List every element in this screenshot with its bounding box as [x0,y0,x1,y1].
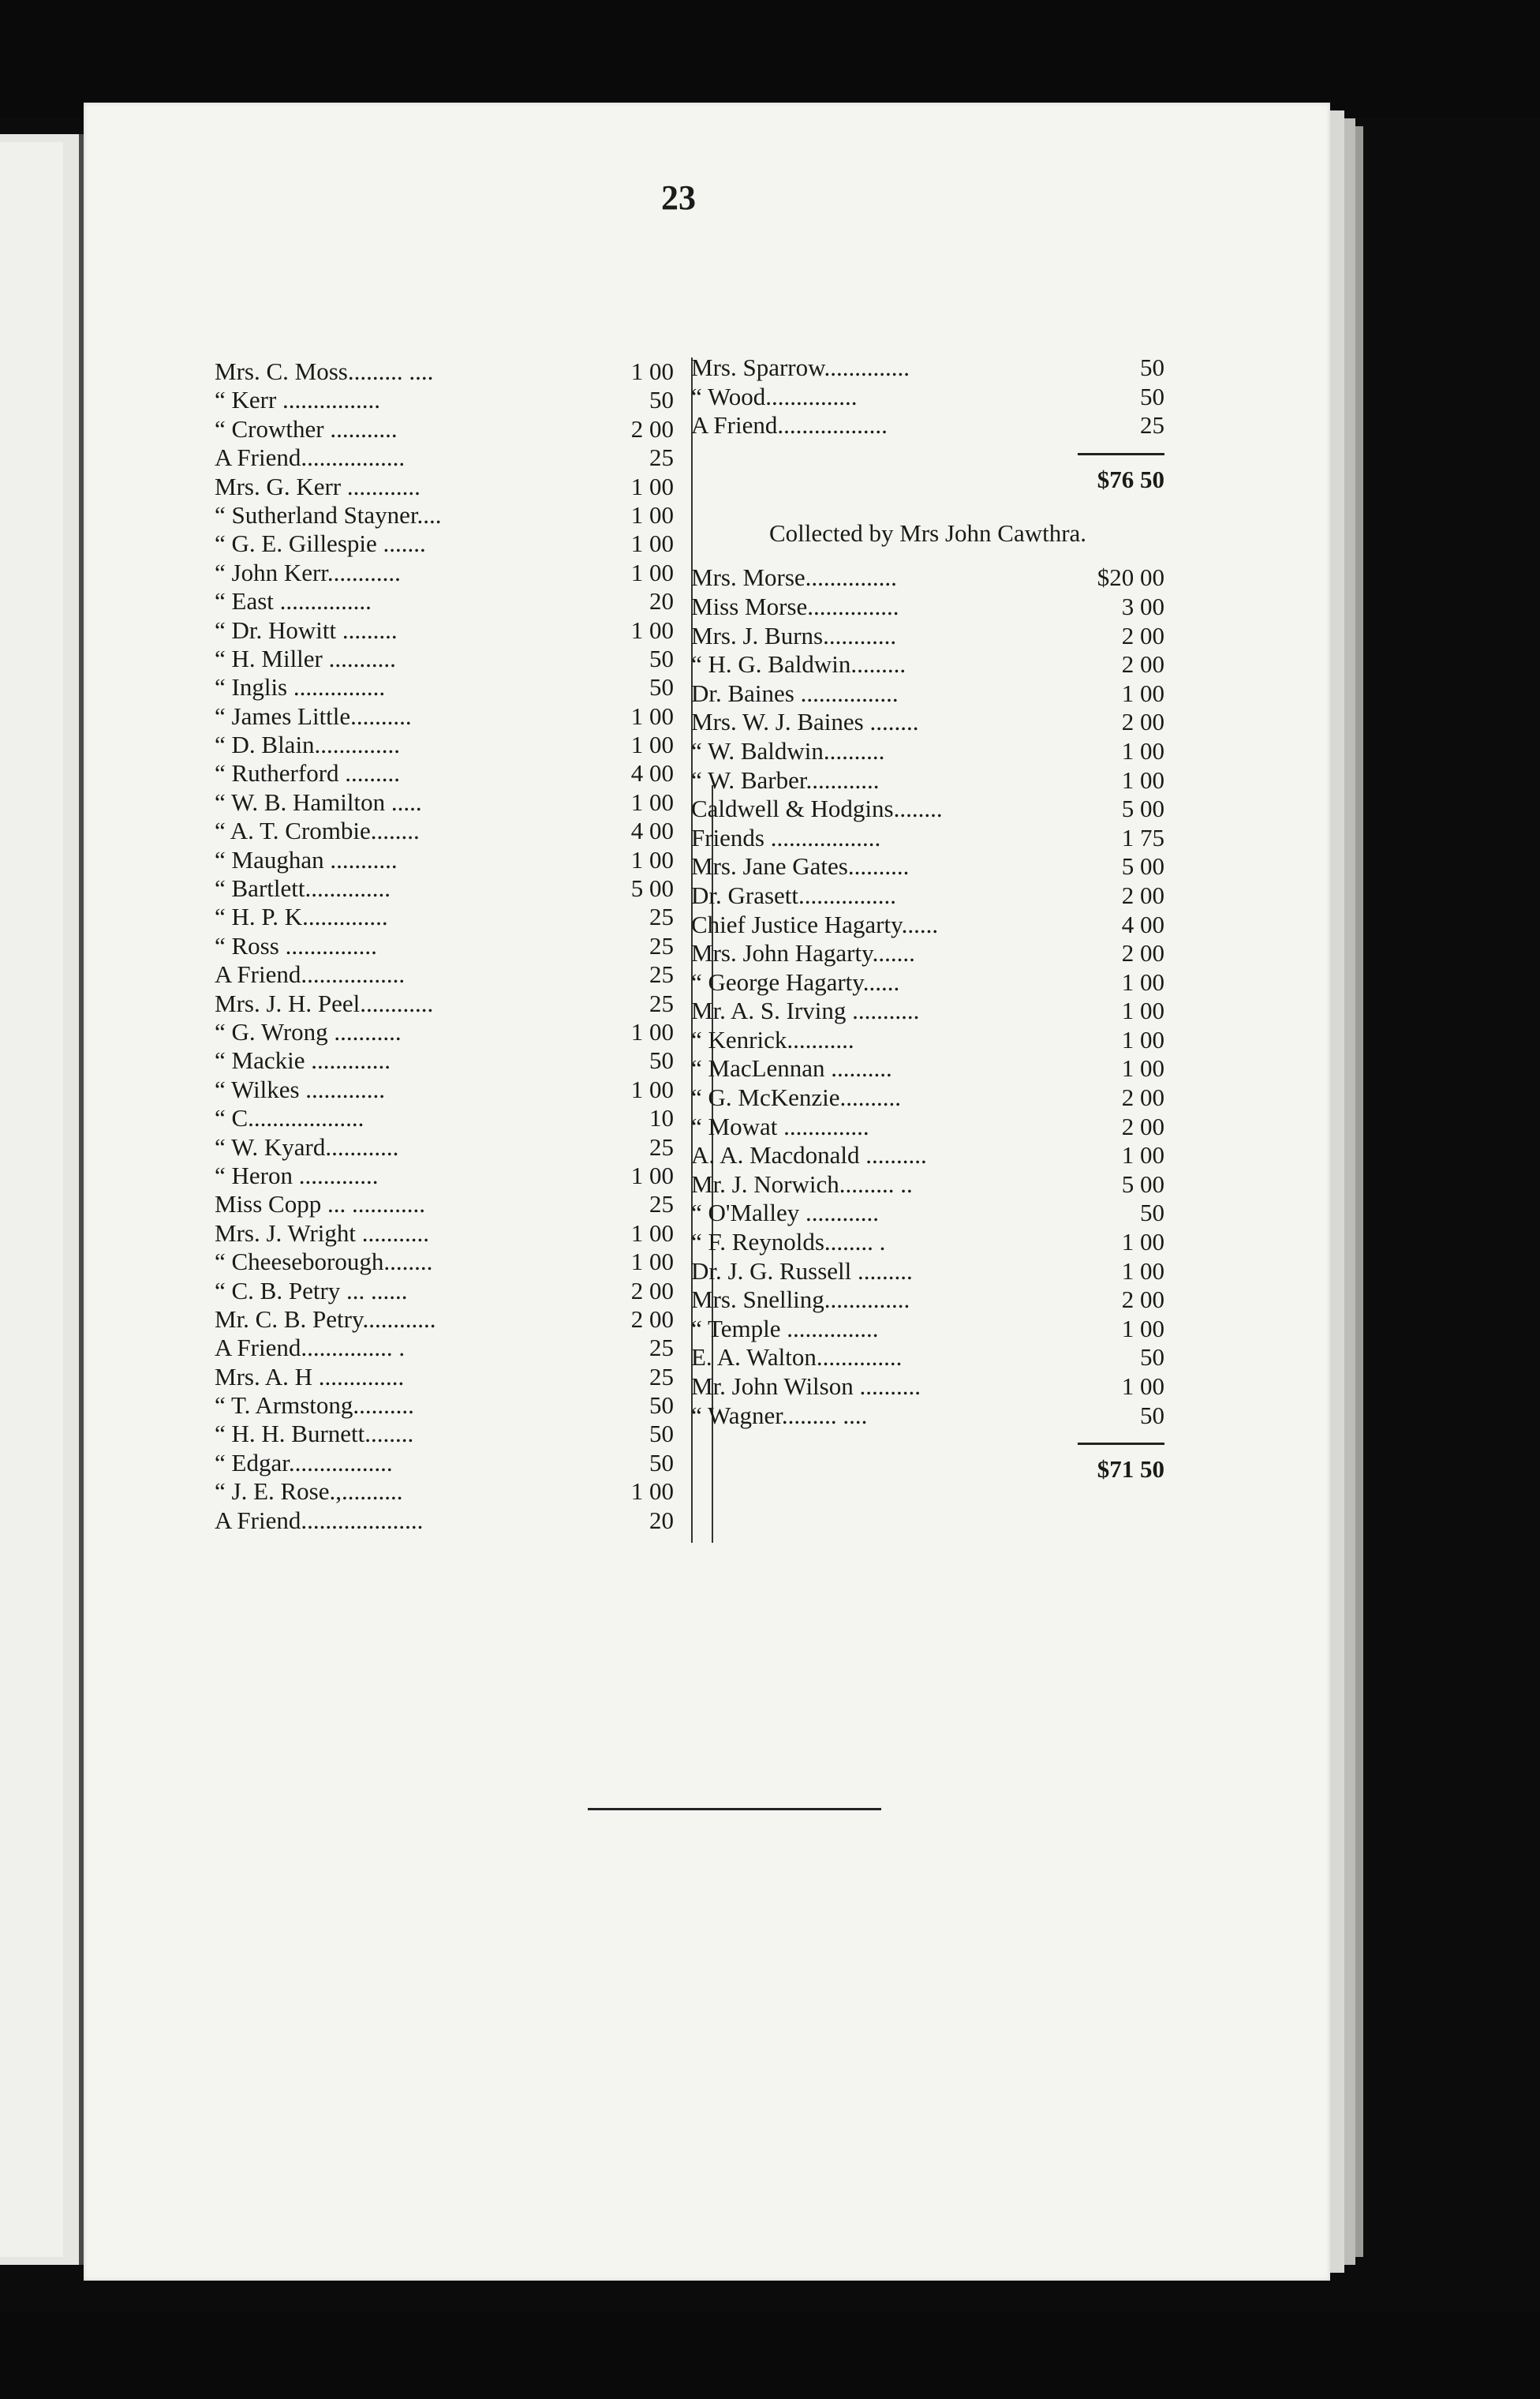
donation-amount: 4 00 [630,759,674,788]
donation-amount: 1 00 [1121,1025,1164,1054]
donor-name: A Friend.................... [215,1506,424,1534]
right-top-list [691,354,1164,440]
donation-amount: 2 00 [1121,1112,1164,1140]
donor-name: “ George Hagarty...... [691,967,900,996]
donation-amount: 1 00 [630,1248,674,1276]
donor-name: “ C................... [215,1104,364,1132]
list-item [691,383,1164,412]
donor-name: “ A. T. Crombie........ [215,817,420,845]
donor-name: A Friend............... . [215,1334,406,1362]
donor-name: Mrs. C. Moss......... .... [215,357,434,385]
donor-name: “ Edgar................. [215,1448,393,1476]
list-item [215,386,674,414]
donor-name: “ J. E. Rose.,.......... [215,1477,403,1506]
list-item [691,939,1164,968]
previous-page-edge [0,134,84,2265]
list-item [215,1506,674,1535]
donation-amount: 2 00 [630,414,674,443]
donation-amount: 2 00 [1121,621,1164,649]
donation-amount: 1 00 [1121,1314,1164,1342]
donor-name: Miss Morse............... [691,592,899,620]
donation-amount: 2 00 [630,1304,674,1333]
donor-name: “ W. Kyard............ [215,1132,399,1161]
list-item [215,1046,674,1075]
donation-amount: 1 00 [630,1075,674,1103]
list-item [691,881,1164,911]
donor-name: “ G. McKenzie.......... [691,1083,901,1112]
collector-heading: Collected by Mrs John Cawthra. [768,519,1087,548]
list-item [215,1391,674,1420]
donor-name: “ Kenrick........... [691,1025,854,1054]
donation-amount: 1 00 [630,530,674,558]
list-item [691,622,1164,651]
list-item [215,1363,674,1391]
list-item [691,1315,1164,1344]
donation-amount: 3 00 [1121,592,1164,620]
list-item [691,1257,1164,1286]
total-rule [691,1430,1164,1455]
right-subscription-column [691,354,1164,1484]
donation-amount: 50 [1140,1343,1164,1372]
donation-amount: 1 00 [1121,736,1164,765]
list-item [215,903,674,931]
donation-amount: 50 [1140,354,1164,381]
list-item [215,960,674,989]
list-item [691,911,1164,940]
donor-name: “ Kerr ................ [215,386,381,414]
page-number: 23 [661,178,696,217]
donation-amount: 1 00 [1121,1256,1164,1285]
donation-amount: 1 00 [1121,765,1164,794]
donation-amount: 50 [649,1046,674,1075]
list-item [691,1083,1164,1113]
donor-name: Mrs. J. H. Peel............ [215,989,434,1017]
list-item [215,932,674,960]
donation-amount: 25 [1140,411,1164,440]
list-item [691,411,1164,440]
donor-name: Dr. Baines ................ [691,679,899,707]
donor-name: Mrs. W. J. Baines ........ [691,708,919,736]
donor-name: Dr. J. G. Russell ......... [691,1256,913,1285]
donation-amount: 1 75 [1121,823,1164,851]
donation-amount: $20 00 [1097,563,1164,592]
donation-amount: 1 00 [630,357,674,385]
donation-amount: 1 00 [630,558,674,586]
spacer [691,551,1164,563]
donation-amount: 25 [649,960,674,989]
list-item [691,997,1164,1026]
donor-name: “ Cheeseborough........ [215,1248,433,1276]
donor-name: Mrs. G. Kerr ............ [215,472,421,500]
list-item [691,1113,1164,1142]
donation-amount: 1 00 [1121,1372,1164,1400]
donor-name: “ W. B. Hamilton ..... [215,788,422,816]
donor-name: “ Wilkes ............. [215,1075,386,1103]
donor-name: “ Wood............... [691,382,858,410]
donation-amount: 2 00 [1121,1286,1164,1314]
donor-name: Mrs. A. H .............. [215,1362,405,1390]
donor-name: “ John Kerr............ [215,558,401,586]
donor-name: Mrs. Morse............... [691,563,897,592]
donor-name: Mrs. J. Wright ........... [215,1218,430,1247]
donor-name: “ G. Wrong ........... [215,1017,402,1046]
list-item [215,1420,674,1448]
list-item [691,824,1164,853]
list-item [215,817,674,845]
list-item [215,1477,674,1506]
donation-amount: 25 [649,1190,674,1218]
donation-amount: 25 [649,1334,674,1362]
donation-amount: 2 00 [1121,939,1164,967]
donor-name: “ Ross ............... [215,931,377,960]
list-item [215,1104,674,1132]
donation-amount: 4 00 [1121,910,1164,938]
list-item [691,766,1164,795]
donation-amount: 1 00 [630,1218,674,1247]
list-item [691,1054,1164,1083]
donation-amount: 1 00 [630,616,674,644]
donor-name: “ East ............... [215,587,372,616]
donation-amount: 5 00 [630,874,674,903]
donation-amount: 50 [649,673,674,702]
donation-amount: 2 00 [1121,708,1164,736]
list-item [215,1133,674,1162]
donor-name: “ Dr. Howitt ......... [215,616,398,644]
donor-name: “ H. Miller ........... [215,644,396,672]
donor-name: “ Rutherford ......... [215,759,401,788]
donor-name: “ G. E. Gillespie ....... [215,530,426,558]
donor-name: E. A. Walton.............. [691,1343,903,1372]
donation-amount: 1 00 [1121,1054,1164,1083]
total-amount: $71 50 [1097,1455,1164,1484]
list-item [215,559,674,587]
donor-name: “ H. G. Baldwin......... [691,650,906,679]
donation-amount: 1 00 [1121,997,1164,1025]
donor-name: “ Crowther ........... [215,414,398,443]
donation-amount: 50 [1140,1401,1164,1429]
donation-amount: 1 00 [630,702,674,730]
donor-name: “ Temple ............... [691,1314,879,1342]
list-item [215,1190,674,1218]
donation-amount: 1 00 [1121,1228,1164,1256]
subtotal-amount: $76 50 [1097,465,1164,493]
list-item [691,563,1164,593]
list-item [215,1334,674,1362]
donation-amount: 1 00 [1121,967,1164,996]
donation-amount: 1 00 [630,500,674,529]
donation-amount: 5 00 [1121,1170,1164,1198]
donation-amount: 2 00 [1121,1083,1164,1112]
donation-amount: 50 [649,644,674,672]
page-stack-edge [1330,110,1344,2273]
list-item [215,501,674,530]
donor-name: Mrs. Snelling.............. [691,1286,910,1314]
donor-name: Dr. Grasett................ [691,881,897,909]
donation-amount: 1 00 [630,788,674,816]
donation-amount: 50 [1140,1199,1164,1227]
list-item [691,1402,1164,1431]
donor-name: “ Inglis ............... [215,673,386,702]
donor-name: Mrs. John Hagarty....... [691,939,915,967]
donor-name: “ W. Baldwin.......... [691,736,885,765]
list-item [215,1219,674,1248]
list-item [215,645,674,673]
donation-amount: 50 [649,386,674,414]
list-item [691,679,1164,709]
list-item [215,702,674,731]
donation-amount: 1 00 [630,731,674,759]
donation-amount: 25 [649,443,674,472]
list-item [215,1162,674,1190]
donor-name: A Friend................. [215,443,406,472]
donation-amount: 5 00 [1121,852,1164,881]
list-item [691,1026,1164,1055]
scan-border-top [0,0,1540,118]
list-item [215,530,674,558]
scan-border-bottom [0,2312,1540,2399]
list-item [215,1248,674,1276]
list-item [215,731,674,759]
donation-amount: 50 [1140,382,1164,410]
list-item [691,1286,1164,1315]
donor-name: Mr. J. Norwich......... .. [691,1170,913,1198]
donor-name: Mr. A. S. Irving ........... [691,997,920,1025]
list-item [691,1199,1164,1228]
list-item [691,1170,1164,1200]
page-stack-edge [1344,118,1355,2265]
donor-name: Chief Justice Hagarty...... [691,910,939,938]
donation-amount: 25 [649,903,674,931]
donation-amount: 50 [649,1448,674,1476]
donation-amount: 1 00 [630,845,674,874]
list-item [691,852,1164,881]
donor-name: “ C. B. Petry ... ...... [215,1276,408,1304]
donation-amount: 1 00 [630,1477,674,1506]
donor-name: “ D. Blain.............. [215,731,401,759]
list-item [215,1018,674,1046]
list-item [215,616,674,645]
donor-name: A Friend................. [215,960,406,989]
donor-name: “ James Little.......... [215,702,412,730]
donation-amount: 2 00 [1121,881,1164,909]
donation-amount: 25 [649,1132,674,1161]
donation-amount: 20 [649,587,674,616]
list-item [215,473,674,501]
list-item [215,587,674,616]
list-item [691,968,1164,997]
donation-amount: 1 00 [1121,1141,1164,1170]
donor-name: “ F. Reynolds........ . [691,1228,886,1256]
donor-name: Mrs. Sparrow.............. [691,354,910,381]
previous-page-paper [0,142,63,2257]
donor-name: Mr. C. B. Petry............ [215,1304,436,1333]
spacer [691,494,1164,516]
donor-name: “ Mowat .............. [691,1112,869,1140]
donor-name: Mrs. Jane Gates.......... [691,852,910,881]
list-item [691,1343,1164,1372]
donor-name: “ Maughan ........... [215,845,398,874]
list-item [215,1277,674,1305]
donor-name: “ Sutherland Stayner.... [215,500,442,529]
donor-name: “ H. H. Burnett........ [215,1420,414,1448]
donation-amount: 25 [649,931,674,960]
donor-name: “ T. Armstong.......... [215,1391,414,1420]
donation-amount: 10 [649,1104,674,1132]
list-item [215,874,674,903]
donation-amount: 2 00 [1121,650,1164,679]
list-item [215,846,674,874]
list-item [215,415,674,443]
donation-amount: 1 00 [1121,679,1164,707]
list-item [691,795,1164,824]
list-item [215,443,674,472]
list-item [215,990,674,1018]
donor-name: “ H. P. K.............. [215,903,388,931]
donor-name: Caldwell & Hodgins........ [691,795,943,823]
list-item [215,1076,674,1104]
list-item [691,354,1164,383]
donation-amount: 25 [649,989,674,1017]
donation-amount: 25 [649,1362,674,1390]
donor-name: Mrs. J. Burns............ [691,621,897,649]
donor-name: “ Bartlett.............. [215,874,391,903]
donor-name: “ W. Barber............ [691,765,880,794]
donor-name: “ Mackie ............. [215,1046,391,1075]
list-item [691,708,1164,737]
page-stack-edge [1355,126,1363,2257]
donation-amount: 2 00 [630,1276,674,1304]
list-item [691,1372,1164,1402]
left-subscription-column [215,357,674,1535]
donation-amount: 50 [649,1420,674,1448]
donation-amount: 50 [649,1391,674,1420]
donation-amount: 4 00 [630,817,674,845]
donor-name: Friends .................. [691,823,881,851]
list-item [215,788,674,817]
list-item [215,357,674,386]
donation-amount: 1 00 [630,1017,674,1046]
list-item [215,759,674,788]
total-rule [691,440,1164,466]
list-item [691,650,1164,679]
donor-name: “ O'Malley ............ [691,1199,880,1227]
list-item [215,1449,674,1477]
total-row [691,1455,1164,1484]
list-item [215,1305,674,1334]
right-bottom-list [691,563,1164,1430]
list-item [691,1228,1164,1257]
donor-name: A Friend.................. [691,411,888,440]
subtotal-row [691,466,1164,495]
list-item [691,1141,1164,1170]
donor-name: Miss Copp ... ............ [215,1190,425,1218]
list-item [691,737,1164,766]
donor-name: A. A. Macdonald .......... [691,1141,927,1170]
donor-name: “ Heron ............. [215,1161,379,1189]
list-item [691,593,1164,622]
donor-name: “ MacLennan .......... [691,1054,892,1083]
donation-amount: 1 00 [630,472,674,500]
list-item [215,673,674,702]
donation-amount: 1 00 [630,1161,674,1189]
donor-name: “ Wagner......... .... [691,1401,868,1429]
donor-name: Mr. John Wilson .......... [691,1372,921,1400]
bottom-rule [588,1808,881,1810]
donation-amount: 20 [649,1506,674,1534]
donation-amount: 5 00 [1121,795,1164,823]
